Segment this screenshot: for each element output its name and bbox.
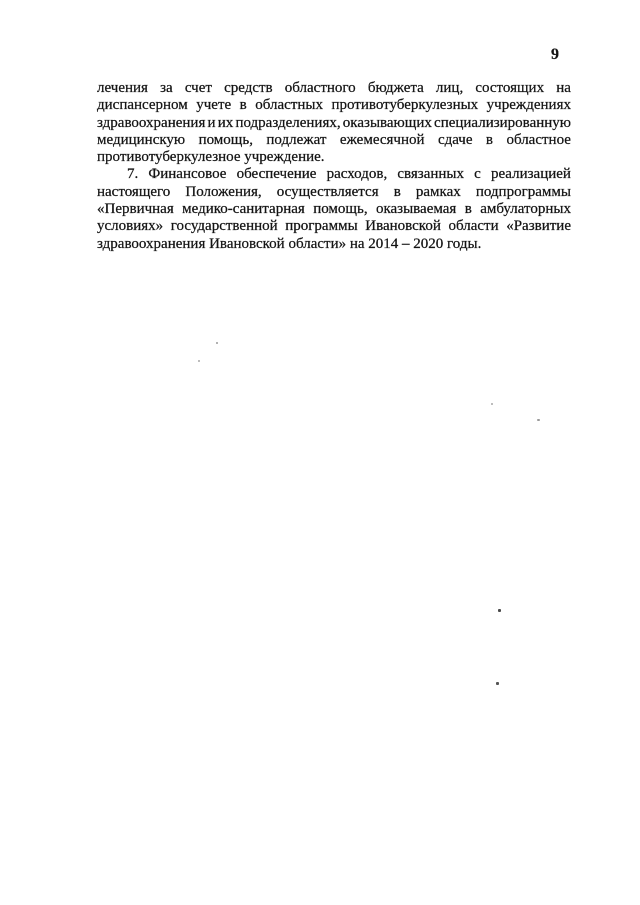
text-line: противотуберкулезное учреждение. xyxy=(97,149,325,166)
word: связанных xyxy=(397,166,465,183)
word: их xyxy=(217,114,234,131)
word: и xyxy=(207,114,216,131)
word: условиях» xyxy=(97,218,164,235)
word: лечения xyxy=(97,80,148,96)
word: подлежат xyxy=(266,131,327,148)
word: противотуберкулезных xyxy=(331,97,479,114)
paragraph xyxy=(97,80,571,166)
text-line xyxy=(97,115,571,132)
word: обеспечение xyxy=(236,166,317,183)
word: с xyxy=(474,166,481,183)
word: оказываемая xyxy=(375,201,457,218)
word: Ивановской xyxy=(365,218,441,235)
word: бюджета xyxy=(367,80,424,96)
word: медицинскую xyxy=(97,131,186,148)
word: в xyxy=(464,201,472,218)
word: в xyxy=(393,183,401,200)
text-line xyxy=(97,218,571,235)
word: 7. xyxy=(127,166,139,183)
word: помощь, xyxy=(313,201,368,218)
scan-speck xyxy=(496,682,499,685)
word: рамках xyxy=(415,183,461,200)
word: за xyxy=(160,80,173,96)
word: государственной xyxy=(170,218,278,235)
word: областное xyxy=(506,131,571,148)
scan-speck xyxy=(491,403,493,405)
text-line xyxy=(97,166,571,183)
word: области xyxy=(448,218,499,235)
word: специализированную xyxy=(434,114,571,131)
word: помощь, xyxy=(198,131,253,148)
word: сдаче xyxy=(437,131,473,148)
word: лиц, xyxy=(435,80,464,96)
text-line: здравоохранения Ивановской области» на 2014 – 2020 годы. xyxy=(97,235,482,252)
word: Финансовое xyxy=(148,166,227,183)
word: счет xyxy=(184,80,212,96)
word: состоящих xyxy=(475,80,545,96)
word: «Первичная xyxy=(97,201,174,218)
word: учете xyxy=(196,97,232,114)
word: учреждениях xyxy=(486,97,571,114)
word: областного xyxy=(284,80,356,96)
word: диспансерном xyxy=(97,97,188,114)
word: подразделениях, xyxy=(235,114,341,131)
scan-speck xyxy=(216,342,218,344)
word: в xyxy=(239,97,247,114)
word: осуществляется xyxy=(276,183,379,200)
word: здравоохранения xyxy=(97,114,206,131)
word: средств xyxy=(224,80,273,96)
word: областных xyxy=(255,97,323,114)
word: подпрограммы xyxy=(475,183,571,200)
text-line xyxy=(97,80,571,97)
word: в xyxy=(485,131,494,148)
word: программы xyxy=(285,218,358,235)
text-line xyxy=(97,201,571,218)
word: на xyxy=(556,80,571,96)
scan-speck xyxy=(198,360,200,362)
paragraph xyxy=(97,166,571,252)
word: ежемесячной xyxy=(339,131,425,148)
word: оказывающих xyxy=(342,114,432,131)
word: медико-санитарная xyxy=(182,201,305,218)
scan-speck xyxy=(498,609,501,612)
word: амбулаторных xyxy=(480,201,571,218)
text-line xyxy=(97,97,571,114)
text-line xyxy=(97,132,571,149)
text-line xyxy=(97,184,571,201)
word: настоящего xyxy=(97,183,171,200)
word: Положения, xyxy=(185,183,262,200)
document-text xyxy=(97,80,571,253)
word: расходов, xyxy=(326,166,388,183)
scan-speck xyxy=(537,419,540,421)
page-number: 9 xyxy=(551,46,559,63)
word: «Развитие xyxy=(506,218,571,235)
word: реализацией xyxy=(490,166,571,183)
